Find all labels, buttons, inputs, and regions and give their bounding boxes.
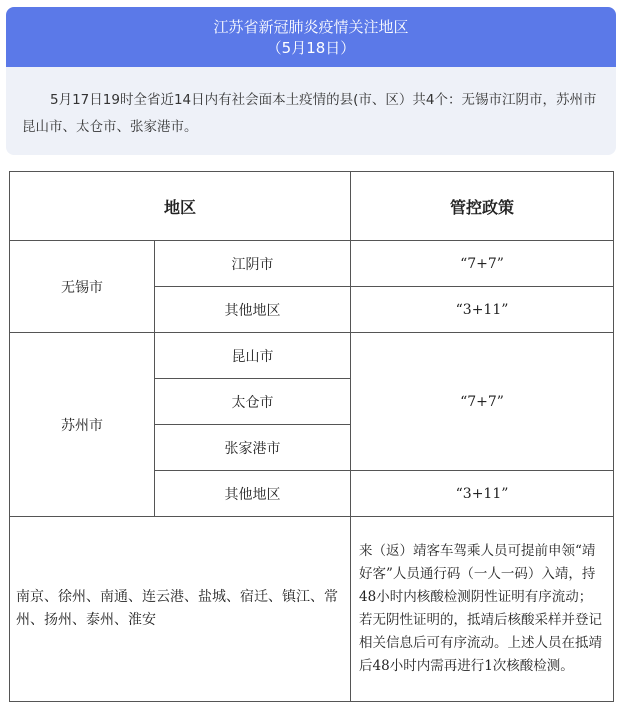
notice-box [6,67,616,155]
city-wuxi: 无锡市 [10,241,155,333]
table-row [10,517,614,702]
district-cell: 太仓市 [155,379,351,425]
district-cell: 张家港市 [155,425,351,471]
other-policy-cell: 来（返）靖客车驾乘人员可提前申领“靖好客”人员通行码（一人一码）入靖，持48小时内核酸检测阴性证明有序流动；若无阴性证明的，抵靖后核酸采样并登记相关信息后可有序流动。上述人员在抵靖后48小时内需再进行1次核酸检测。 [351,517,614,702]
district-cell: 其他地区 [155,287,351,333]
table-header-row [10,172,614,241]
district-cell: 江阴市 [155,241,351,287]
table-row [10,241,614,287]
other-cities-cell: 南京、徐州、南通、连云港、盐城、宿迁、镇江、常州、扬州、泰州、淮安 [10,517,351,702]
policy-cell: “3+11” [351,287,614,333]
header-policy: 管控政策 [351,172,614,241]
table-row [10,333,614,379]
city-suzhou: 苏州市 [10,333,155,517]
notice-text: 5月17日19时全省近14日内有社会面本土疫情的县(市、区）共4个：无锡市江阴市，苏州市昆山市、太仓市、张家港市。 [22,92,597,135]
policy-cell: “7+7” [351,333,614,471]
page-title: 江苏省新冠肺炎疫情关注地区 [213,18,409,36]
district-cell: 昆山市 [155,333,351,379]
district-cell: 其他地区 [155,471,351,517]
policy-cell: “3+11” [351,471,614,517]
header-banner [6,7,616,67]
header-region: 地区 [10,172,351,241]
page-date: （5月18日） [266,39,356,57]
policy-table [9,171,614,702]
policy-cell: “7+7” [351,241,614,287]
